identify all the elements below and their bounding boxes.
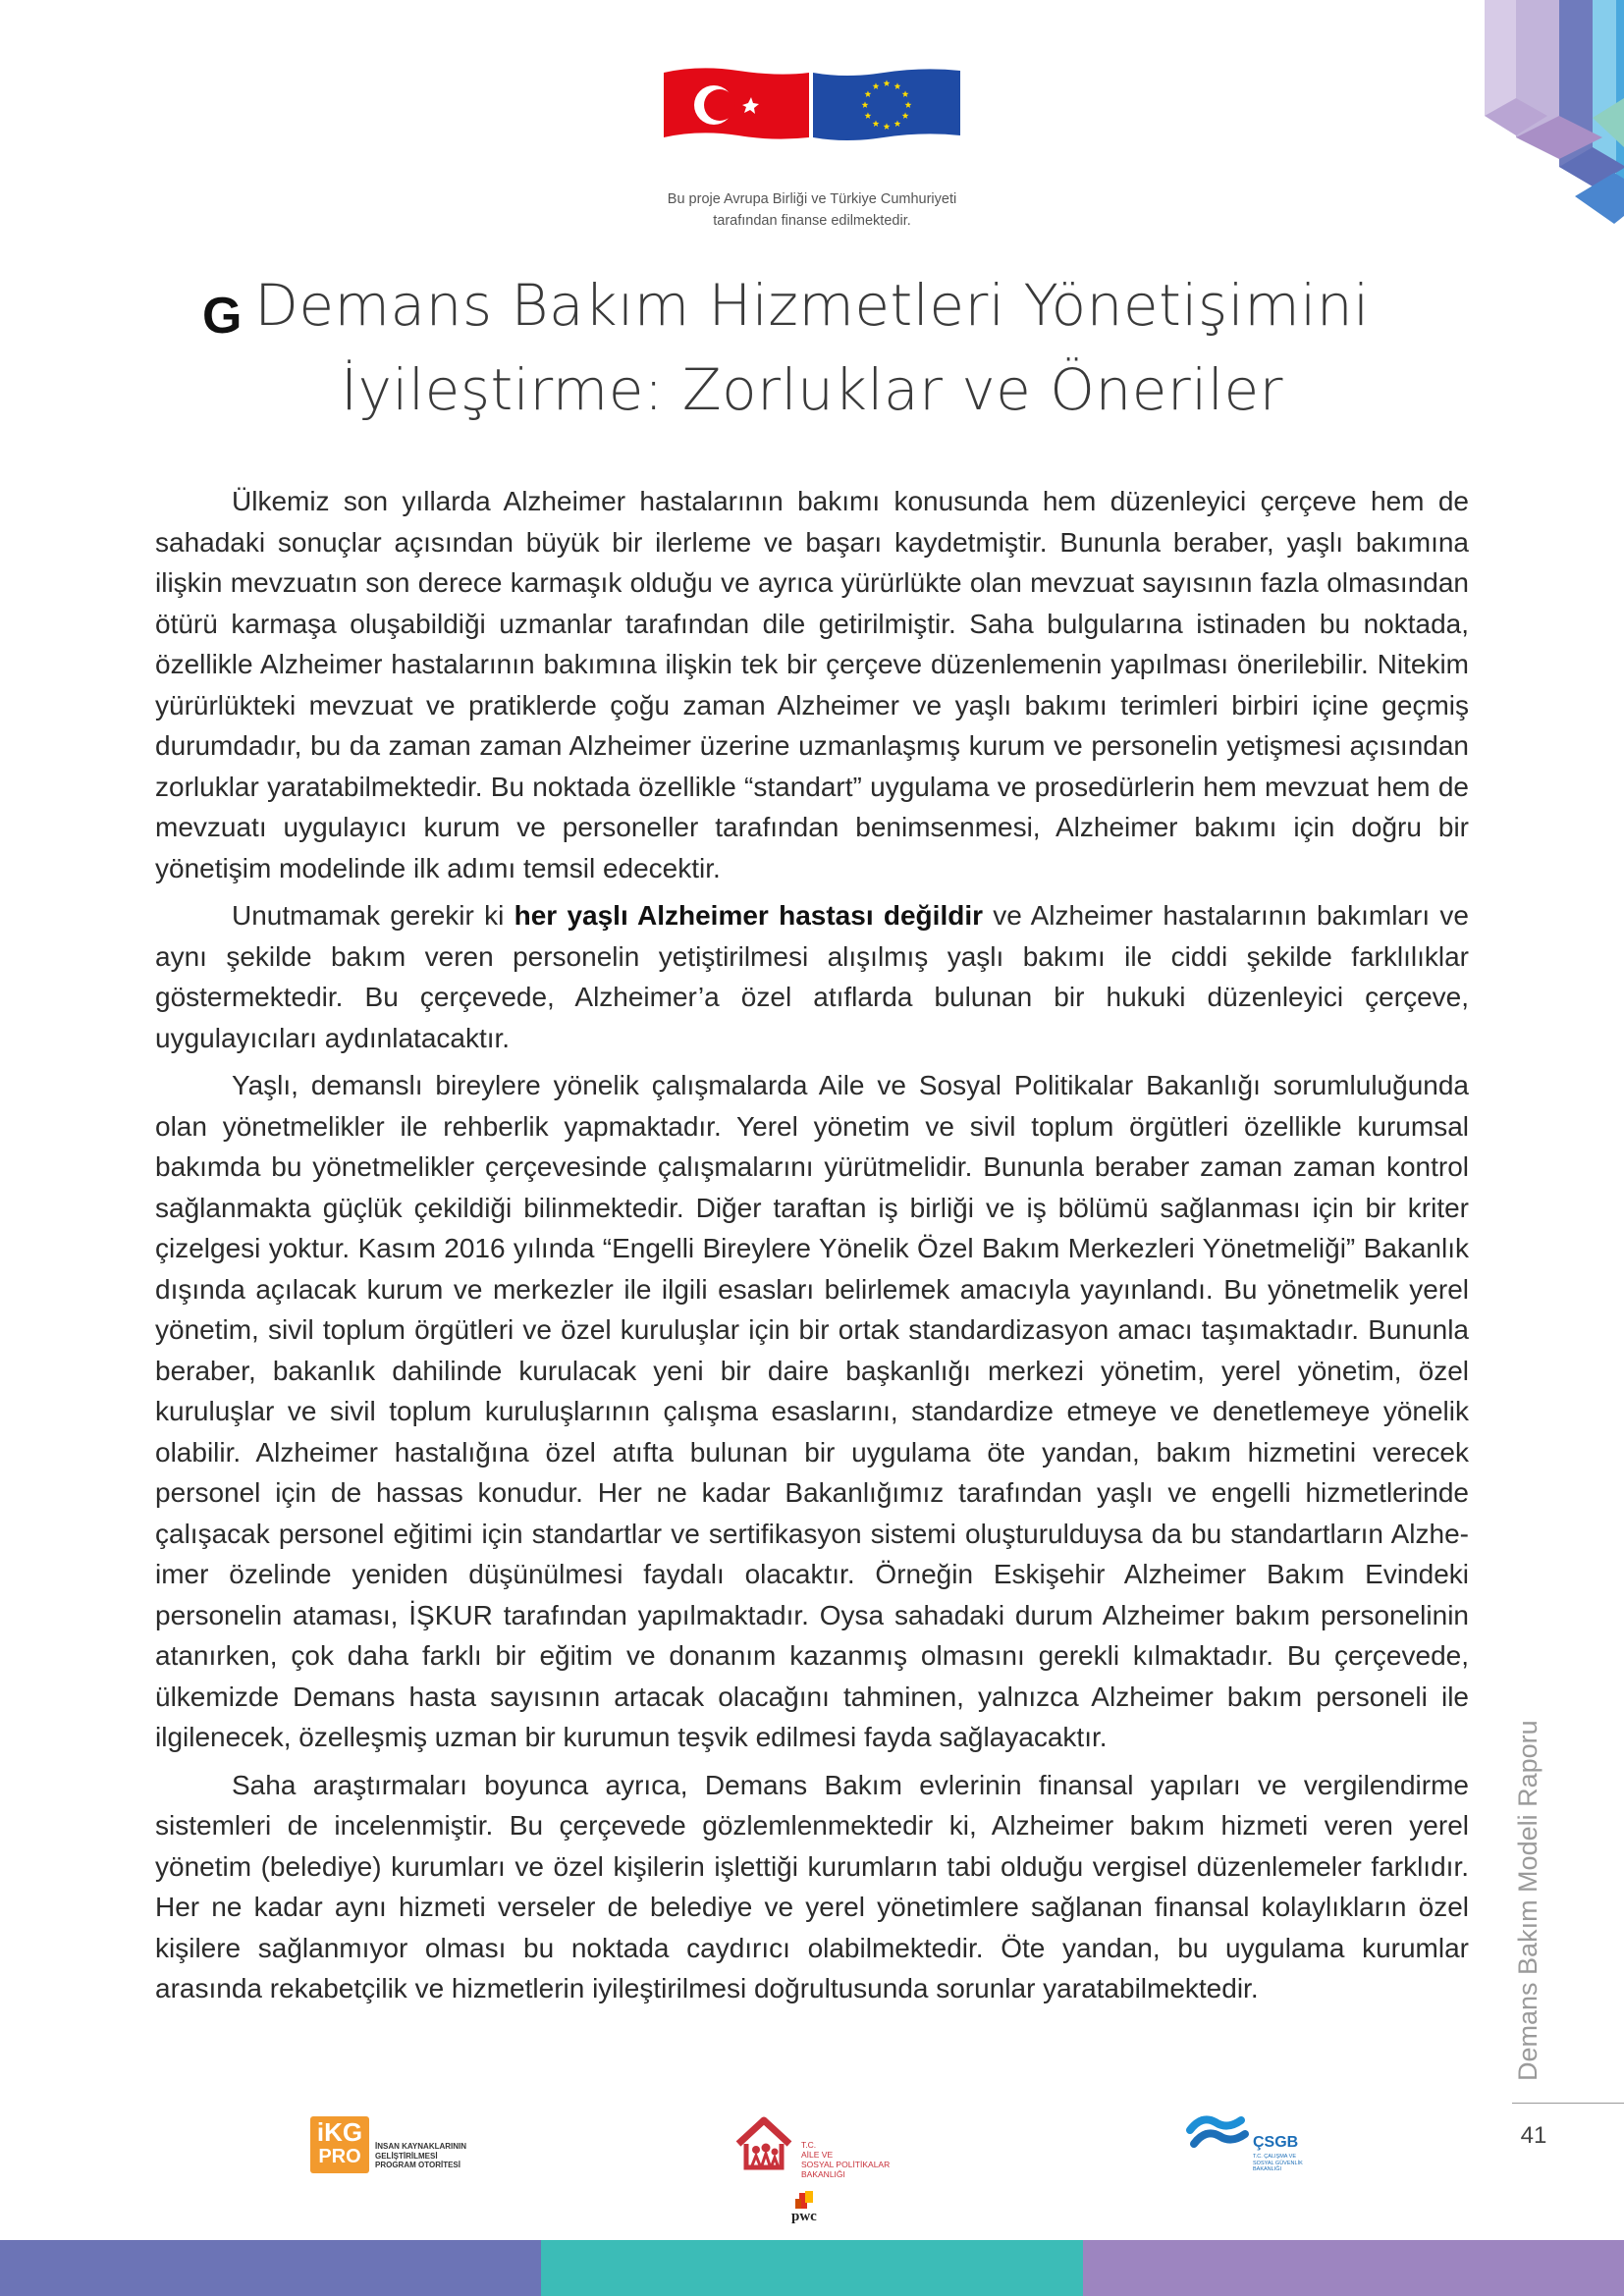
ikg-top-text: iKG	[316, 2117, 363, 2147]
page-number-rule	[1512, 2103, 1624, 2104]
csgb-logo	[1186, 2112, 1324, 2175]
ikg-caption	[375, 2142, 483, 2170]
eu-flag	[813, 69, 960, 140]
csgb-caption-line1: T.C. ÇALIŞMA VE	[1253, 2154, 1297, 2160]
funding-caption-line2: tarafından finanse edilmektedir.	[713, 213, 911, 229]
page-number: 41	[1520, 2122, 1547, 2149]
title-line-2: İyileştirme: Zorluklar ve Öneriler	[340, 356, 1283, 423]
ikg-pro-logo	[310, 2116, 477, 2177]
csgb-wordmark: ÇSGB	[1253, 2134, 1299, 2151]
corner-bar-5	[1485, 0, 1516, 116]
aile-caption	[801, 2140, 899, 2179]
funding-caption	[550, 188, 1074, 232]
paragraph-2	[155, 895, 1469, 1058]
paragraph-3: Yaşlı, demanslı bireylere yönelik çalışmalarda Aile ve Sosyal Politikalar Bakanlığı sorumluluğunda olan yönetmelikler ile rehberlik yapmaktadır. Yerel yönetim ve sivil toplum örgütleri özellikle kurumsal bakımda bu yönetmelikler çerçevesinde çalışmalarını yürütmelidir. Bununla beraber zaman zaman kontrol sağlanmakta güçlük çekildiği bilinmektedir. Diğer taraftan iş birliği ve iş bölümü sağlanması için bir kriter çizelgesi yoktur. Kasım 2016 yılında “Engelli Bireylere Yönelik Özel Bakım Merkezleri Yönetmeliği” Bakanlık dışında açılacak kurum ve merkezler ile ilgili esasları belirlemek amacıyla yayınlandı. Bu yönetmelik yerel yönetim, sivil toplum örgütleri ve özel kuruluşlar için bir ortak standardizasyon amacı taşımaktadır. Bununla beraber, bakanlık dahilinde kurulacak yeni bir daire başkanlığı merkezi yönetim, yerel yönetim, özel kuruluşlar ve sivil toplum kuruluşlarının çalışma esaslarını, standardize etmeye ve denetlemeye yönelik olabilir. Alzheimer hastalığına özel atıfta bulunan bir uygulama öte yandan, bakım hizmetini verecek personel için de hassas konudur. Her ne kadar Bakanlığımız tarafından yaşlı ve engelli hizmetlerinde çalışacak personel eğitimi için standartlar ve sertifikasyon sistemi oluşturulduysa da bu standartların Alzheimer özelinde yeniden düşünülmesi faydalı olacaktır. Örneğin Eskişehir Alzheimer Bakım Evindeki personelin ataması, İŞKUR tarafından yapılmaktadır. Oysa sahadaki durum Alzheimer bakım personelinin atanırken, çok daha farklı bir eğitim ve donanım kazanmış olmasını gerekli kılmaktadır. Bu çerçevede, ülkemizde Demans hasta sayısının artacak olacağını tahminen, yalnızca Alzheimer bakım personeli ile ilgilenecek, özelleşmiş uzman bir kurumun teşvik edilmesi fayda sağlayacaktır.	[155, 1070, 1469, 1752]
band-right	[1083, 2240, 1624, 2296]
report-title-vertical: Demans Bakım Modeli Raporu	[1513, 1720, 1543, 2081]
paragraph-4: Saha araştırmaları boyunca ayrıca, Demans Bakım evlerinin finansal yapıları ve vergilendirme sistemleri de incelenmiştir. Bu çerçevede gözlemlenmektedir ki, Alzheimer bakım hizmeti veren yerel yönetim (belediye) kurumları ve özel kişilerin işlettiği kurumların tabi olduğu vergisel düzenlemeler farklıdır. Her ne kadar aynı hizmeti verseler de belediye ve yerel yönetimlere sağlanan finansal kolaylıkların özel kişilere sağlanmıyor olması bu noktada caydırıcı olabilmektedir. Öte yandan, bu uygulama kurumlar arasında rekabetçilik ve hizmetlerin iyileştirilmesi doğrultusunda sorunlar yaratabilmektedir.	[155, 1769, 1469, 2003]
csgb-caption	[1253, 2154, 1322, 2173]
paragraph-2-start: Unutmamak gerekir ki	[232, 900, 514, 931]
title-line-1: Demans Bakım Hizmetleri Yönetişimini	[254, 272, 1370, 339]
aile-caption-line3: SOSYAL POLİTİKALAR	[801, 2160, 891, 2169]
csgb-caption-line2: SOSYAL GÜVENLİK	[1253, 2160, 1303, 2166]
tr-eu-flags	[660, 67, 964, 143]
turkey-flag	[664, 68, 809, 138]
aile-bakanligi-logo	[734, 2110, 892, 2179]
aile-house-icon	[734, 2110, 799, 2175]
corner-decoration	[1369, 0, 1624, 236]
pwc-wordmark: pwc	[791, 2209, 817, 2224]
aile-caption-line4: BAKANLIĞI	[801, 2169, 845, 2179]
crescent-inner	[704, 89, 735, 121]
ikg-caption-line1: İNSAN KAYNAKLARININ	[375, 2142, 467, 2151]
funding-caption-line1: Bu proje Avrupa Birliği ve Türkiye Cumhuriyeti	[667, 191, 957, 207]
paragraph-2-emphasis: her yaşlı Alzheimer hastası değildir	[514, 900, 983, 931]
ikg-bottom-text: PRO	[318, 2146, 361, 2167]
paragraph-2-rest: ve Alzheimer hastalarının bakımları ve aynı şekilde bakım veren personelin yetiştirilmesi alışılmış yaşlı bakımı ile ciddi şekilde farklılıklar göstermektedir. Bu çerçevede, Alzheimer’a özel atıflarda bulunan bir hukuki düzenleyici çerçeve, uygulayıcıları aydınlatacaktır.	[155, 900, 1469, 1053]
bottom-color-band	[0, 2240, 1624, 2296]
aile-caption-line2: AİLE VE	[801, 2150, 834, 2160]
section-letter: G	[202, 288, 243, 345]
pwc-blocks-icon	[785, 2191, 815, 2211]
body-text	[155, 481, 1469, 2016]
paragraph-1: Ülkemiz son yıllarda Alzheimer hastalarının bakımı konusunda hem düzenleyici çerçeve hem de sahadaki sonuçlar açısından büyük bir ilerleme ve başarı kaydetmiştir. Bununla beraber, yaşlı bakımına ilişkin mevzuatın son derece karmaşık olduğu ve ayrıca yürürlükte olan mevzuat sayısının fazla olmasından ötürü karmaşa oluşabildiği uzmanlar tarafından dile getirilmiştir. Saha bulgularına istinaden bu noktada, özellikle Alzheimer hastalarının bakımına ilişkin tek bir çerçeve düzenlemenin yapılması önerilebilir. Nitekim yürürlükteki mevzuat ve pratiklerde çoğu zaman Alzheimer ve yaşlı bakımı terimleri birbiri içine geçmiş durumdadır, bu da zaman zaman Alzheimer üzerine uzmanlaşmış kurum ve personelin yetişmesi açısından zorluklar yaratabilmektedir. Bu noktada özellikle “standart” uygulama ve prosedürlerin hem mevzuat hem de mevzuatı uygulayıcı kurum ve personeller tarafından benimsenmesi, Alzheimer bakımı için doğru bir yönetişim modelinde ilk adımı temsil edecektir.	[155, 486, 1469, 883]
ikg-caption-line2: GELİŞTİRİLMESİ	[375, 2151, 438, 2161]
band-middle	[541, 2240, 1082, 2296]
ikg-pro-mark	[310, 2116, 369, 2173]
aile-caption-line1: T.C.	[801, 2140, 817, 2150]
pwc-logo	[785, 2191, 835, 2230]
ikg-caption-line3: PROGRAM OTORİTESİ	[375, 2161, 460, 2169]
csgb-caption-line3: BAKANLIĞI	[1253, 2166, 1282, 2172]
section-title	[196, 263, 1428, 432]
page-title	[196, 263, 1428, 432]
csgb-wave-icon	[1186, 2112, 1251, 2156]
band-left	[0, 2240, 541, 2296]
